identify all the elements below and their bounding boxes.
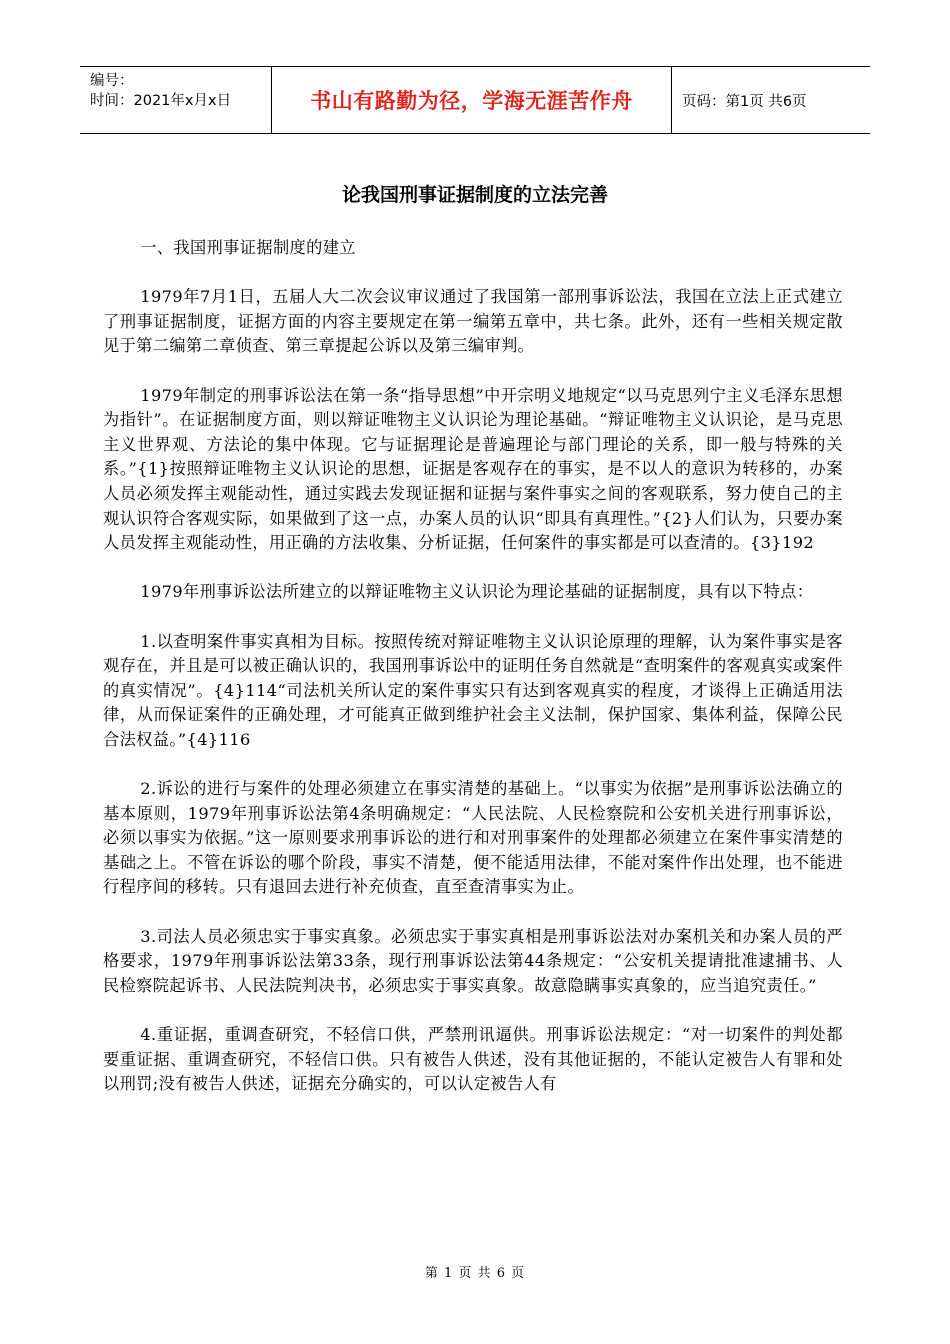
body-paragraph: 4.重证据，重调查研究，不轻信口供，严禁刑讯逼供。刑事诉讼法规定：“对一切案件的判处都要重证据、重调查研究，不轻信口供。只有被告人供述，没有其他证据的，不能认定被告人有罪和处以刑罚;没有被告人供述，证据充分确实的，可以认定被告人有 <box>103 1025 843 1094</box>
body-paragraph: 1979年制定的刑事诉讼法在第一条“指导思想”中开宗明义地规定“以马克思列宁主义毛泽东思想为指针”。在证据制度方面，则以辩证唯物主义认识论为理论基础。“辩证唯物主义认识论，是马克思主义世界观、方法论的集中体现。它与证据理论是普遍理论与部门理论的关系，即一般与特殊的关系。”{1}按照辩证唯物主义认识论的思想，证据是客观存在的事实，是不以人的意识为转移的，办案人员必须发挥主观能动性，通过实践去发现证据和证据与案件事实之间的客观联系，努力使自己的主观认识符合客观实际，如果做到了这一点，办案人员的认识“即具有真理性。”{2}人们认为，只要办案人员发挥主观能动性，用正确的方法收集、分析证据，任何案件的事实都是可以查清的。{3}192 <box>103 385 843 553</box>
body-paragraph: 1979年7月1日，五届人大二次会议审议通过了我国第一部刑事诉讼法，我国在立法上正式建立了刑事证据制度，证据方面的内容主要规定在第一编第五章中，共七条。此外，还有一些相关规定散见于第二编第二章侦查、第三章提起公诉以及第三编审判。 <box>103 287 843 356</box>
document-date-label: 时间：2021年x月x日 <box>90 93 232 109</box>
header-motto: 书山有路勤为径，学海无涯苦作舟 <box>272 67 672 133</box>
header-meta <box>80 67 272 133</box>
document-number-label: 编号： <box>90 73 134 89</box>
header-table <box>80 66 870 134</box>
body-paragraph: 2.诉讼的进行与案件的处理必须建立在事实清楚的基础上。“以事实为依据”是刑事诉讼法确立的基本原则，1979年刑事诉讼法第4条明确规定：“人民法院、人民检察院和公安机关进行刑事诉讼，必须以事实为依据。”这一原则要求刑事诉讼的进行和对刑事案件的处理都必须建立在案件事实清楚的基础之上。不管在诉讼的哪个阶段，事实不清楚，便不能适用法律，不能对案件作出处理，也不能进行程序间的移转。只有退回去进行补充侦查，直至查清事实为止。 <box>103 779 843 897</box>
body-paragraph: 1.以查明案件事实真相为目标。按照传统对辩证唯物主义认识论原理的理解，认为案件事实是客观存在，并且是可以被正确认识的，我国刑事诉讼中的证明任务自然就是“查明案件的客观真实或案件的真实情况”。{4}114“司法机关所认定的案件事实只有达到客观真实的程度，才谈得上正确适用法律，从而保证案件的正确处理，才可能真正做到维护社会主义法制，保护国家、集体利益，保障公民合法权益。”{4}116 <box>103 631 843 749</box>
header-page-info: 页码：第1页 共6页 <box>682 93 807 110</box>
page-footer: 第 1 页 共 6 页 <box>424 1266 526 1281</box>
section-heading: 一、我国刑事证据制度的建立 <box>140 238 356 257</box>
body-paragraph: 1979年刑事诉讼法所建立的以辩证唯物主义认识论为理论基础的证据制度，具有以下特点： <box>140 582 814 602</box>
document-title: 论我国刑事证据制度的立法完善 <box>341 184 608 206</box>
body-paragraph: 3.司法人员必须忠实于事实真象。必须忠实于事实真相是刑事诉讼法对办案机关和办案人员的严格要求，1979年刑事诉讼法第33条，现行刑事诉讼法第44条规定：“公安机关提请批准逮捕书、人民检察院起诉书、人民法院判决书，必须忠实于事实真象。故意隐瞒事实真象的，应当追究责任。” <box>103 926 843 995</box>
document-body <box>103 236 843 1121</box>
